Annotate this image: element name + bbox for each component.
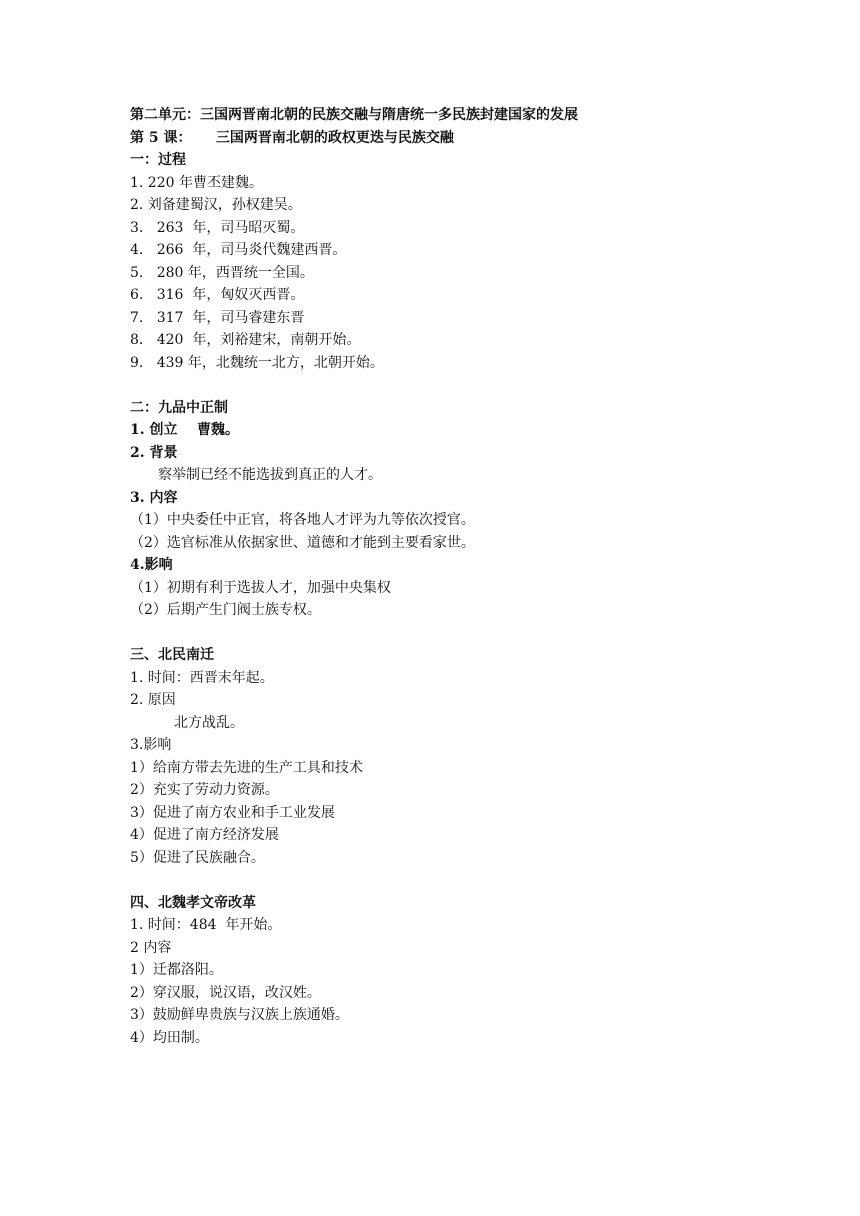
list-item: 2. 刘备建蜀汉，孙权建吴。: [130, 197, 302, 213]
section-4-time: 1. 时间：484 年开始。: [130, 917, 282, 933]
list-item: 2）穿汉服，说汉语，改汉姓。: [130, 984, 321, 1001]
lesson-label: 第 5 课：: [130, 129, 192, 146]
lesson-name: 三国两晋南北朝的政权更迭与民族交融: [215, 129, 454, 146]
unit-title: 第二单元：三国两晋南北朝的民族交融与隋唐统一多民族封建国家的发展: [130, 107, 578, 123]
section-2-sub-2-text: 察举制已经不能选拔到真正的人才。: [158, 467, 382, 483]
list-item: 6. 316 年，匈奴灭西晋。: [130, 287, 305, 303]
document-body: [130, 104, 770, 1049]
section-4-content-label: 2 内容: [130, 939, 172, 956]
section-3-reason-text: 北方战乱。: [174, 714, 244, 731]
list-item: （2）后期产生门阀士族专权。: [130, 602, 321, 618]
list-item: （2）选官标准从依据家世、道德和才能到主要看家世。: [130, 534, 475, 551]
list-item: 5）促进了民族融合。: [130, 849, 265, 866]
list-item: 4）促进了南方经济发展: [130, 827, 279, 843]
lesson-title: [130, 127, 770, 150]
section-2-sub-3: 3. 内容: [130, 489, 178, 506]
section-3-impact-label: 3.影响: [130, 737, 172, 753]
section-1-list: [130, 172, 770, 375]
spacer: [130, 374, 770, 397]
list-item: 3）鼓励鲜卑贵族与汉族上族通婚。: [130, 1007, 349, 1023]
section-1-heading: 一：过程: [130, 152, 186, 168]
list-item: 1）迁都洛阳。: [130, 962, 223, 978]
spacer: [130, 622, 770, 645]
list-item: （1）初期有利于选拔人才，加强中央集权: [130, 579, 391, 596]
list-item: 1. 220 年曹丕建魏。: [130, 174, 263, 191]
section-2-sub-1: 1. 创立 曹魏。: [130, 422, 239, 438]
section-3-heading: 三、北民南迁: [130, 647, 214, 663]
list-item: 8. 420 年，刘裕建宋，南朝开始。: [130, 332, 361, 348]
section-2-sub-2: 2. 背景: [130, 444, 178, 461]
list-item: 3. 263 年，司马昭灭蜀。: [130, 219, 305, 236]
section-3-time: 1. 时间：西晋末年起。: [130, 669, 274, 686]
list-item: 7. 317 年，司马睿建东晋: [130, 309, 305, 326]
list-item: 5. 280 年，西晋统一全国。: [130, 264, 314, 281]
list-item: 4. 266 年，司马炎代魏建西晋。: [130, 242, 347, 258]
spacer: [130, 869, 770, 892]
list-item: 9. 439 年，北魏统一北方，北朝开始。: [130, 354, 384, 371]
list-item: 3）促进了南方农业和手工业发展: [130, 804, 335, 821]
section-2-sub-4: 4.影响: [130, 557, 173, 573]
list-item: 4）均田制。: [130, 1029, 209, 1046]
section-2-heading: 二：九品中正制: [130, 399, 228, 416]
section-3-reason-label: 2. 原因: [130, 692, 176, 708]
section-4-heading: 四、北魏孝文帝改革: [130, 894, 256, 911]
list-item: 2）充实了劳动力资源。: [130, 782, 279, 798]
list-item: 1）给南方带去先进的生产工具和技术: [130, 759, 363, 776]
list-item: （1）中央委任中正官，将各地人才评为九等依次授官。: [130, 512, 475, 528]
